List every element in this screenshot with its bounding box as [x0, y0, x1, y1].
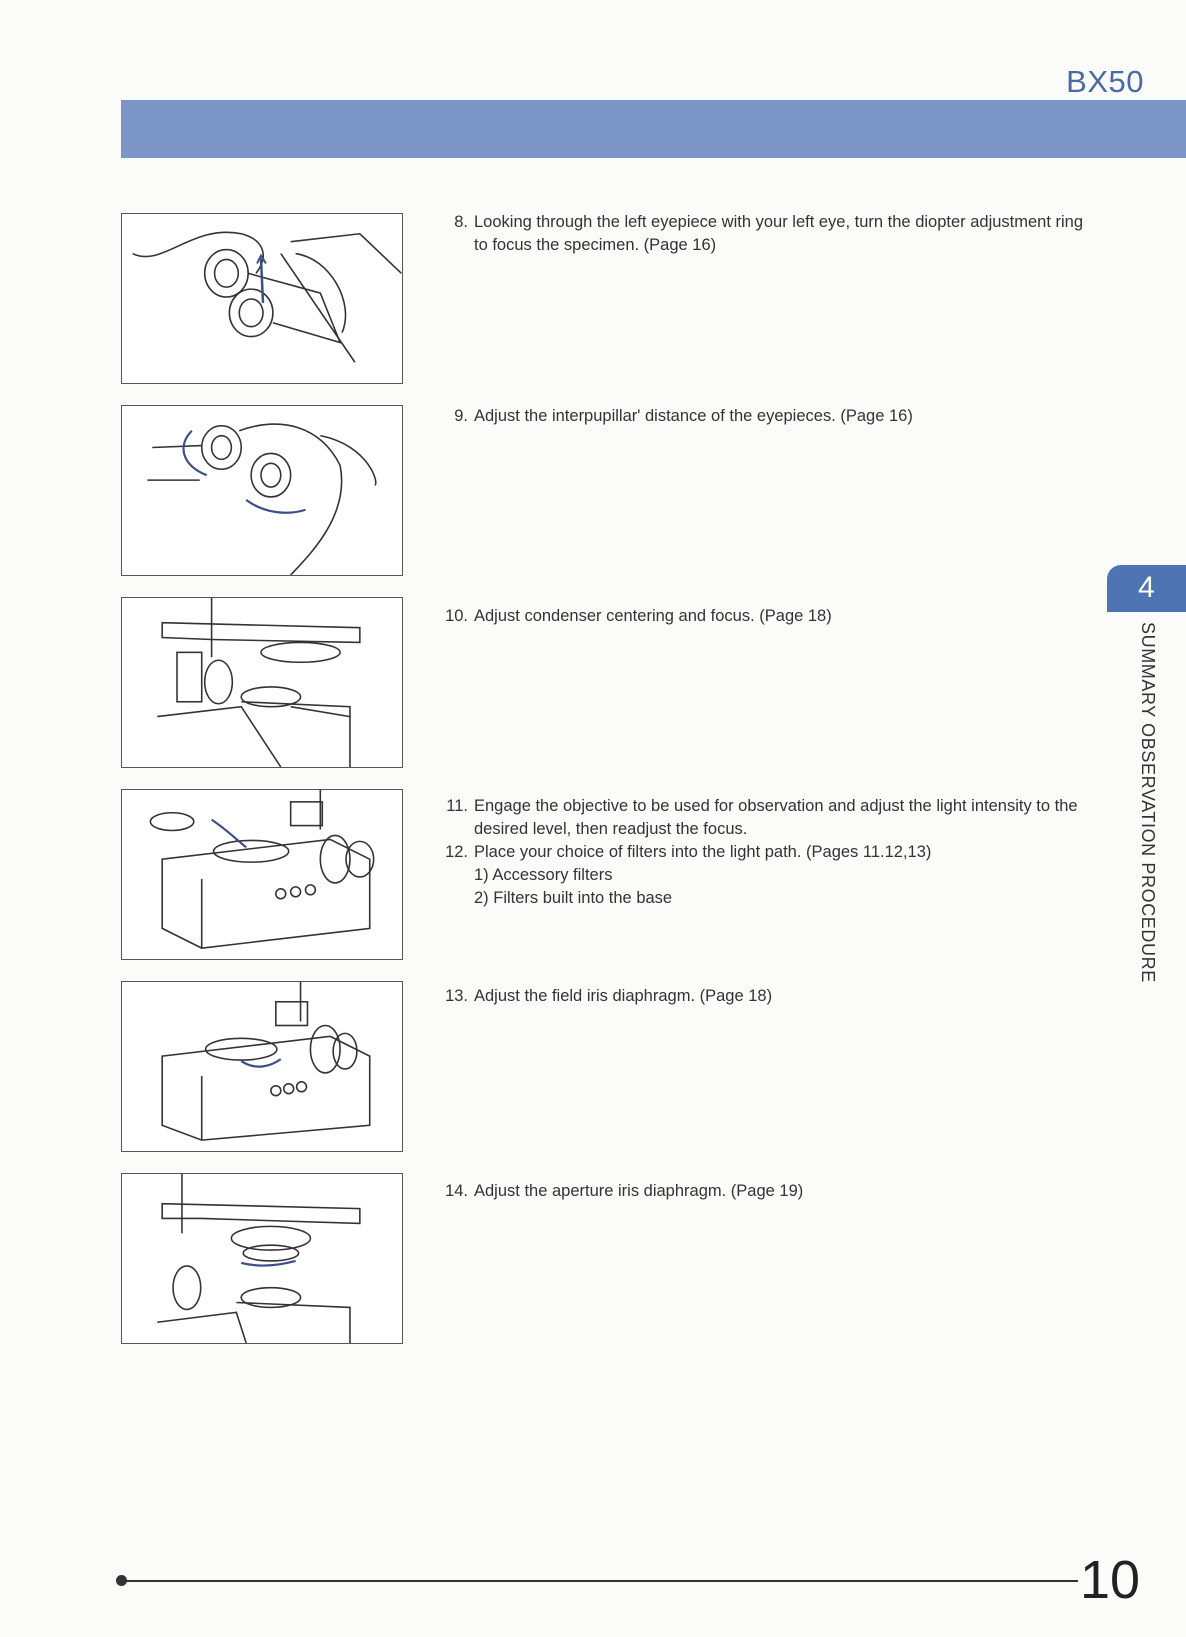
field-iris-illustration [121, 981, 403, 1152]
step-number: 9. [454, 407, 468, 425]
step-number: 13. [445, 987, 468, 1005]
step-text: Adjust the aperture iris diaphragm. (Page 19) [474, 1182, 804, 1200]
step-number: 11. [446, 797, 468, 815]
microscope-base-drawing [122, 790, 402, 959]
diopter-adjustment-illustration [121, 213, 403, 384]
step-10 [434, 605, 1084, 628]
step-11 [434, 795, 1084, 841]
aperture-iris-illustration [121, 1173, 403, 1344]
condenser-centering-illustration [121, 597, 403, 768]
step-text: Adjust the field iris diaphragm. (Page 18) [474, 987, 773, 1005]
step-text: Place your choice of filters into the light path. (Pages 11.12,13) [474, 843, 932, 861]
sub-item: 1) Accessory filters [474, 866, 613, 884]
eyepiece-pair-drawing [122, 406, 402, 575]
model-title: BX50 [1066, 64, 1144, 99]
filter-placement-illustration [121, 789, 403, 960]
step-text: Engage the objective to be used for observation and adjust the light intensity to the desired level, then readjust the focus. [474, 797, 1078, 838]
step-text: Looking through the left eyepiece with your left eye, turn the diopter adjustment ring to focus the specimen. (Page 16) [474, 213, 1084, 254]
chapter-number: 4 [1138, 571, 1155, 604]
step-number: 10. [445, 607, 468, 625]
step-12 [434, 841, 1084, 910]
sub-item: 2) Filters built into the base [474, 889, 673, 907]
step-8 [434, 211, 1084, 257]
condenser-drawing [122, 598, 402, 767]
step-13 [434, 985, 1084, 1008]
eyepiece-drawing [122, 214, 402, 383]
page-number: 10 [1080, 1550, 1141, 1610]
aperture-iris-drawing [122, 1174, 402, 1343]
header-band [121, 100, 1186, 158]
step-text: Adjust the interpupillar' distance of the eyepieces. (Page 16) [474, 407, 913, 425]
field-iris-drawing [122, 982, 402, 1151]
step-number: 14. [445, 1182, 468, 1200]
footer-rule [124, 1580, 1078, 1582]
step-number: 8. [454, 213, 468, 231]
step-text: Adjust condenser centering and focus. (Page 18) [474, 607, 832, 625]
chapter-tab [1107, 565, 1186, 612]
chapter-title: SUMMARY OBSERVATION PROCEDURE [1138, 622, 1158, 983]
step-9 [434, 405, 1084, 428]
interpupillary-distance-illustration [121, 405, 403, 576]
step-number: 12. [445, 843, 468, 861]
step-14 [434, 1180, 1084, 1203]
